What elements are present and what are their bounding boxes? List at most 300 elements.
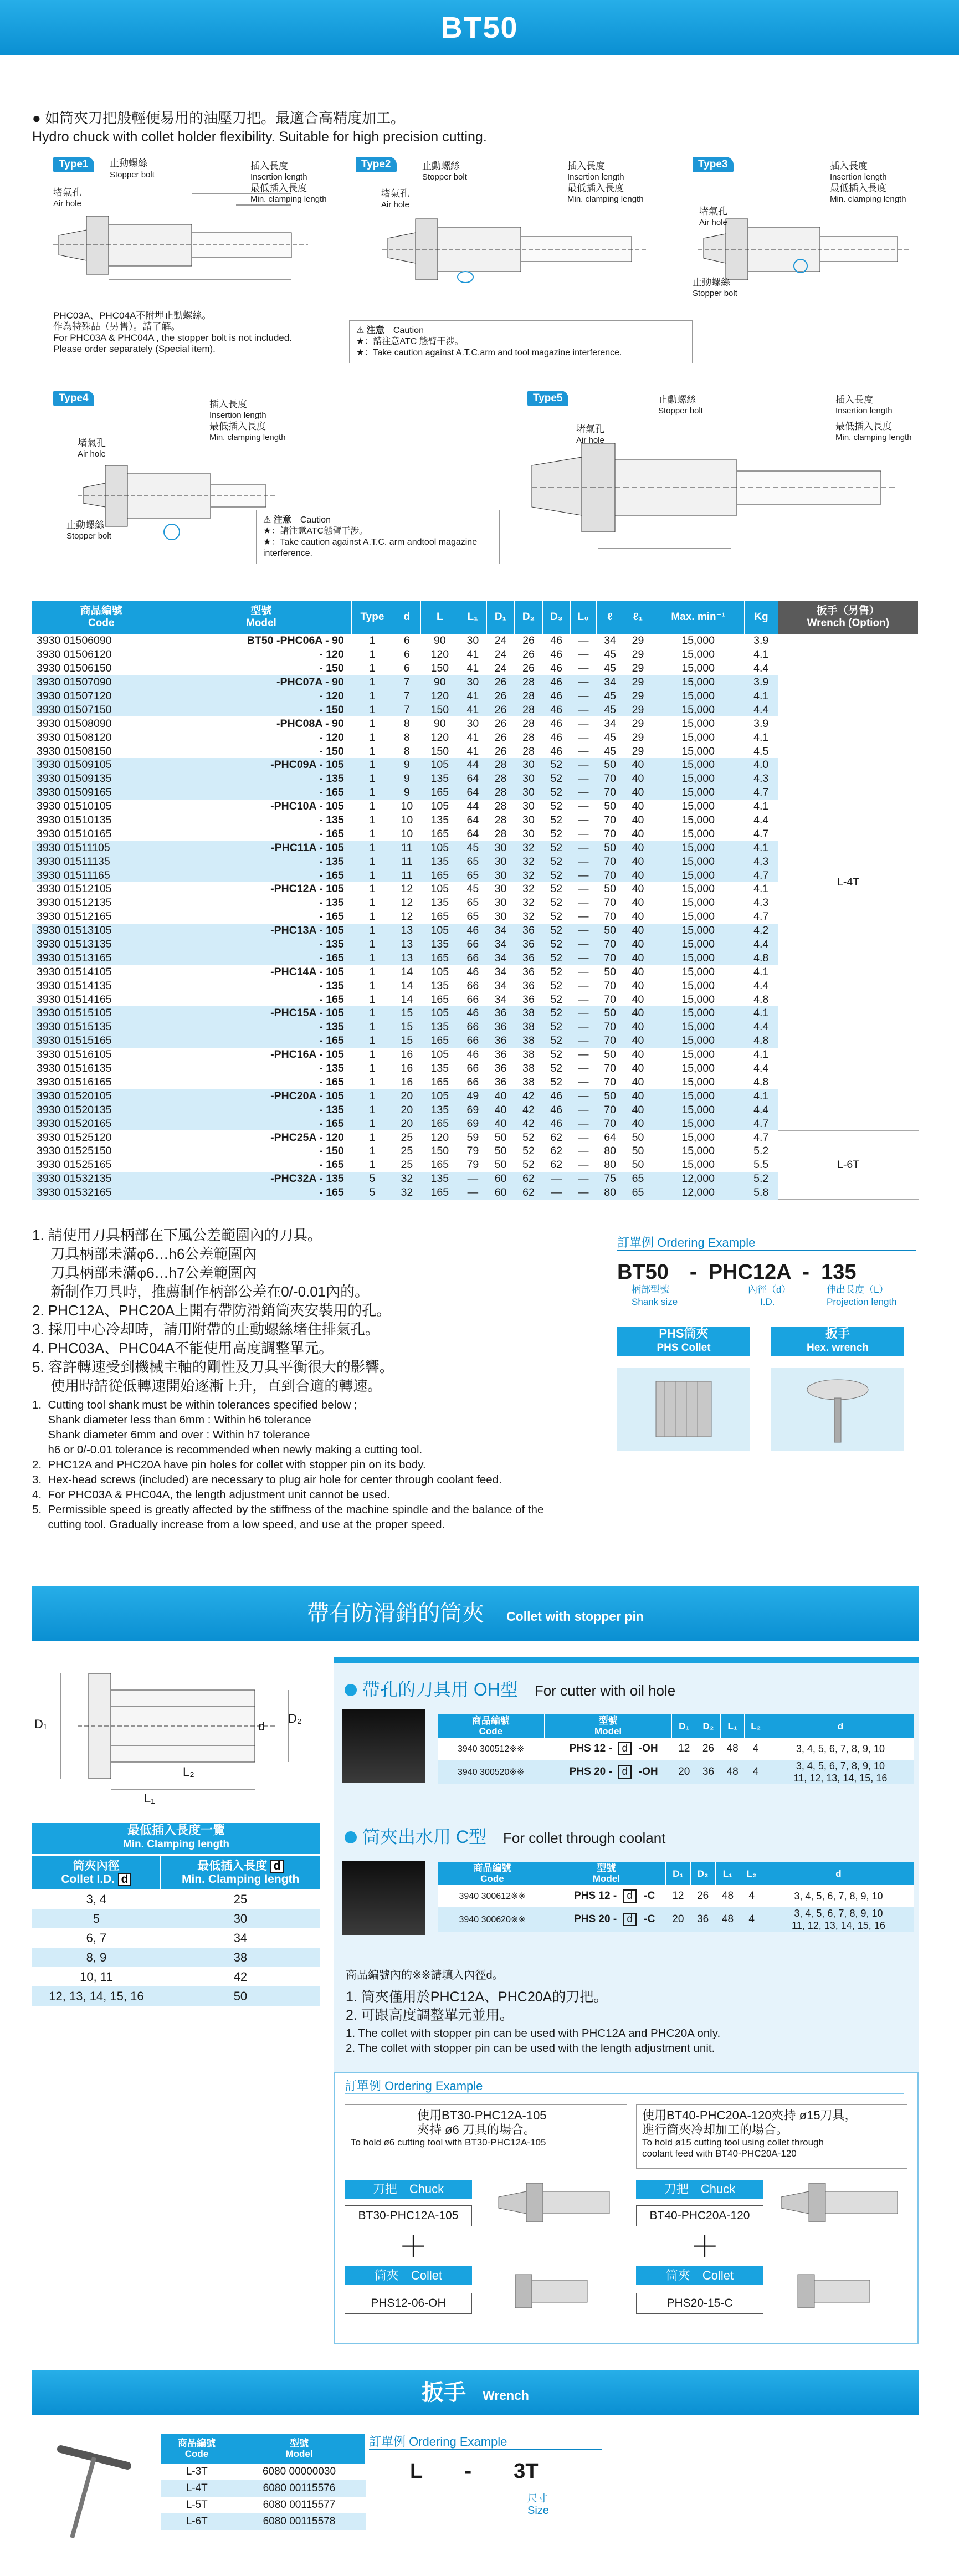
table-cell: 40: [624, 1076, 652, 1089]
wrench-table: 商品編號 Code 型號 Model L-3T 6080 00000030 L-4T 6080 00115576 L-5T 6080 00115577 L-6T 6080 00115578: [161, 2434, 366, 2530]
notes-cn: [32, 1226, 394, 1395]
t5-stopper-en: Stopper bolt: [658, 406, 703, 416]
table-cell: 30: [515, 800, 542, 813]
table-cell: 66: [459, 992, 486, 1006]
note-line: Shank diameter 6mm and over : Within h7 tolerance: [32, 1428, 310, 1441]
table-cell: 41: [459, 662, 486, 675]
table-cell: -OH: [637, 1738, 672, 1760]
table-cell: 16: [393, 1062, 420, 1076]
table-cell: 15,000: [652, 896, 745, 910]
t4-air-en: Air hole: [78, 449, 106, 459]
table-cell: 26: [486, 689, 514, 703]
wrench-order-rule: [369, 2449, 602, 2450]
table-cell: —: [570, 979, 596, 992]
table-cell: 15,000: [652, 841, 745, 854]
table-row: [438, 1907, 914, 1932]
table-cell: 5.2: [745, 1144, 778, 1158]
table-cell: 4.7: [745, 1130, 778, 1144]
table-cell: 4.4: [745, 703, 778, 716]
table-cell: 32: [515, 882, 542, 896]
note-line: 使用時請從低轉速開始逐漸上升，直到合適的轉速。: [32, 1377, 382, 1394]
code-note: 商品編號內的※※請填入內徑d。: [346, 1969, 504, 1981]
col-header: 商品編號 Code: [438, 1714, 544, 1738]
table-cell: 4.3: [745, 772, 778, 786]
table-cell: 165: [420, 1117, 459, 1130]
order-code: BT50 - PHC12A - 135: [617, 1261, 857, 1284]
table-cell: 38: [515, 1062, 542, 1076]
table-cell: 4.1: [745, 965, 778, 979]
table-cell: 1: [352, 730, 393, 744]
table-cell: 52: [542, 800, 570, 813]
table-cell: 1: [352, 1076, 393, 1089]
t4-stopper-en: Stopper bolt: [66, 531, 111, 541]
col-header: D₂: [696, 1714, 721, 1738]
table-cell: 1: [352, 703, 393, 716]
table-cell: 15,000: [652, 938, 745, 951]
t1-insertion-en: Insertion length: [250, 172, 307, 182]
col-header: L₂: [745, 1714, 767, 1738]
table-cell: 6080 00115578: [233, 2513, 366, 2530]
table-cell: 45: [596, 689, 624, 703]
note-line: Shank diameter less than 6mm : Within h6 tolerance: [32, 1414, 311, 1426]
table-cell: 20: [393, 1103, 420, 1117]
table-cell: 3930 01512135: [32, 896, 171, 910]
t1-insertion-cn: 插入長度: [250, 161, 288, 171]
table-cell: 45: [459, 882, 486, 896]
table-cell: 1: [352, 854, 393, 868]
table-cell: —: [542, 1172, 570, 1186]
table-cell: 28: [486, 758, 514, 772]
table-cell: 26: [486, 716, 514, 730]
table-cell: 1: [352, 662, 393, 675]
table-cell: 36: [486, 1020, 514, 1034]
table-cell: 50: [624, 1158, 652, 1172]
table-cell: 9: [393, 786, 420, 800]
table-cell: 34: [486, 979, 514, 992]
table-cell: 52: [542, 841, 570, 854]
table-cell: 1: [352, 1158, 393, 1172]
table-cell: 4.8: [745, 1076, 778, 1089]
table-cell: 36: [515, 992, 542, 1006]
table-cell: 36: [515, 979, 542, 992]
ex1-collet-label: 筒夾 Collet: [345, 2266, 472, 2285]
table-cell: 24: [486, 648, 514, 662]
table-cell: 36: [486, 1062, 514, 1076]
table-cell: 4.4: [745, 979, 778, 992]
table-cell: 80: [596, 1158, 624, 1172]
col-header: D₃: [542, 601, 570, 634]
table-cell: 40: [624, 1020, 652, 1034]
table-cell: 4.1: [745, 800, 778, 813]
table-cell: 1: [352, 1006, 393, 1020]
table-cell: —: [570, 896, 596, 910]
table-cell: 1: [352, 1089, 393, 1103]
table-cell: 1: [352, 1048, 393, 1062]
ex1-chuck-image: [499, 2178, 626, 2227]
d2-label: D₂: [288, 1712, 302, 1725]
table-row: [32, 1909, 320, 1928]
table-cell: 4.8: [745, 951, 778, 965]
page-title: BT50: [0, 0, 959, 55]
table-cell: —: [570, 854, 596, 868]
table-cell: 4.7: [745, 868, 778, 882]
table-cell: 28: [486, 800, 514, 813]
table-cell: 105: [420, 965, 459, 979]
table-cell: 80: [596, 1144, 624, 1158]
table-cell: 70: [596, 786, 624, 800]
table-cell: 70: [596, 951, 624, 965]
table-cell: 15,000: [652, 827, 745, 841]
table-cell: 3930 01507120: [32, 689, 171, 703]
table-cell: —: [570, 1158, 596, 1172]
table-cell: 40: [624, 910, 652, 924]
col-header: Type: [352, 601, 393, 634]
table-cell: 48: [715, 1907, 740, 1932]
table-cell: —: [570, 827, 596, 841]
table-cell: 29: [624, 689, 652, 703]
table-cell: 64: [459, 772, 486, 786]
t5-air-cn: 堵氣孔: [576, 424, 604, 434]
table-cell: 3930 01520165: [32, 1117, 171, 1130]
table-cell: 20: [393, 1089, 420, 1103]
table-cell: 36: [690, 1907, 715, 1932]
table-cell: 40: [624, 1062, 652, 1076]
table-cell: 26: [486, 675, 514, 689]
t1-air-en: Air hole: [53, 199, 81, 208]
table-cell: L-6T: [161, 2513, 233, 2530]
table-cell: 9: [393, 772, 420, 786]
table-cell: 62: [542, 1130, 570, 1144]
table-cell: 41: [459, 689, 486, 703]
table-cell: 70: [596, 1034, 624, 1048]
table-cell: 79: [459, 1158, 486, 1172]
table-cell: 60: [486, 1186, 514, 1200]
table-cell: 26: [515, 634, 542, 648]
table-cell: 48: [720, 1760, 745, 1784]
table-cell: 1: [352, 772, 393, 786]
table-cell: 105: [420, 924, 459, 938]
note-line: 2. PHC12A、PHC20A上開有帶防滑銷筒夾安裝用的孔。: [32, 1302, 391, 1319]
c-table: [438, 1862, 914, 1932]
note-line: 1. 請使用刀具柄部在下風公差範圍內的刀具。: [32, 1227, 322, 1243]
table-cell: 15: [393, 1020, 420, 1034]
table-cell: 52: [542, 786, 570, 800]
table-cell: 50: [624, 1130, 652, 1144]
table-cell: 4.4: [745, 938, 778, 951]
table-cell: 8, 9: [32, 1948, 161, 1967]
table-cell: - 150: [171, 744, 352, 758]
wrench-image: [771, 1368, 904, 1451]
table-cell: 28: [515, 689, 542, 703]
table-cell: 40: [624, 882, 652, 896]
table-cell: 50: [486, 1144, 514, 1158]
table-cell: 36: [696, 1760, 721, 1784]
ex2-collet-image: [792, 2266, 881, 2316]
t5-stopper-cn: 止動螺絲: [658, 395, 696, 405]
table-cell: 15,000: [652, 882, 745, 896]
spec-table: [32, 601, 919, 1200]
order2-rule: [345, 2093, 904, 2094]
table-cell: 26: [486, 703, 514, 716]
t3-insertion-cn: 插入長度: [830, 161, 868, 171]
table-cell: 3930 01525150: [32, 1144, 171, 1158]
table-cell: 46: [459, 1006, 486, 1020]
table-cell: —: [570, 800, 596, 813]
order2-title: 訂單例 Ordering Example: [345, 2079, 483, 2093]
table-cell: 52: [542, 924, 570, 938]
table-cell: -PHC16A - 105: [171, 1048, 352, 1062]
table-cell: 42: [515, 1117, 542, 1130]
table-cell: 4.1: [745, 1048, 778, 1062]
intro-cn: 如筒夾刀把般輕便易用的油壓刀把。最適合高精度加工。: [44, 110, 405, 126]
col-header: 型號 Model: [544, 1714, 672, 1738]
table-cell: 1: [352, 1117, 393, 1130]
table-cell: 52: [542, 992, 570, 1006]
panel-top-bar: [334, 1657, 919, 1663]
table-cell: 36: [486, 1006, 514, 1020]
table-cell: 28: [486, 786, 514, 800]
table-cell: 30: [486, 896, 514, 910]
table-cell: 15,000: [652, 1034, 745, 1048]
table-cell: 90: [420, 675, 459, 689]
table-cell: -PHC10A - 105: [171, 800, 352, 813]
d-label: d: [258, 1719, 265, 1733]
table-cell: 65: [459, 868, 486, 882]
table-cell: 1: [352, 992, 393, 1006]
phs-collet-label: PHS筒夾 PHS Collet: [617, 1327, 750, 1356]
notes-en: [32, 1397, 543, 1532]
t4-insertion-en: Insertion length: [209, 411, 266, 420]
ex2-chuck-value: BT40-PHC20A-120: [636, 2205, 763, 2226]
table-cell: 50: [596, 1089, 624, 1103]
table-cell: 46: [542, 662, 570, 675]
table-cell: 6080 00000030: [233, 2464, 366, 2480]
table-cell: 70: [596, 868, 624, 882]
l2-label: L₂: [183, 1765, 194, 1779]
col-header: 商品編號 Code: [32, 601, 171, 634]
table-cell: 1: [352, 841, 393, 854]
table-cell: 45: [596, 744, 624, 758]
table-cell: —: [570, 813, 596, 827]
table-cell: 1: [352, 1144, 393, 1158]
l1-label: L₁: [144, 1791, 155, 1805]
table-cell: -PHC15A - 105: [171, 1006, 352, 1020]
table-cell: 5: [32, 1909, 161, 1928]
table-cell: 30: [486, 882, 514, 896]
table-cell: 40: [486, 1089, 514, 1103]
table-cell: -PHC14A - 105: [171, 965, 352, 979]
intro: [32, 109, 487, 146]
table-cell: 69: [459, 1117, 486, 1130]
table-cell: 40: [486, 1117, 514, 1130]
table-row: [161, 2513, 366, 2530]
col-header: Kg: [745, 601, 778, 634]
size-cn: 尺寸: [527, 2493, 547, 2504]
table-cell: - 150: [171, 662, 352, 675]
table-cell: 40: [624, 924, 652, 938]
table-cell: 15,000: [652, 992, 745, 1006]
table-cell: 15,000: [652, 634, 745, 648]
table-cell: 45: [596, 730, 624, 744]
table-cell: 165: [420, 951, 459, 965]
table-cell: 165: [420, 910, 459, 924]
table-cell: -PHC07A - 90: [171, 675, 352, 689]
table-cell: 165: [420, 868, 459, 882]
table-cell: 70: [596, 910, 624, 924]
type1-note: PHC03A、PHC04A不附埋止動螺絲。 作為特殊品（另售）。請了解。 For PHC03A & PHC04A , the stopper bolt is not included. Please order separately (Special item).: [53, 310, 292, 354]
table-cell: 34: [596, 675, 624, 689]
table-cell: 4: [745, 1760, 767, 1784]
table-row: [32, 1928, 320, 1948]
table-cell: - 135: [171, 938, 352, 951]
table-cell: 1: [352, 1034, 393, 1048]
table-cell: 70: [596, 938, 624, 951]
table-cell: 15,000: [652, 868, 745, 882]
table-cell: 50: [596, 800, 624, 813]
table-cell: 66: [459, 1020, 486, 1034]
ex1-chuck-value: BT30-PHC12A-105: [345, 2205, 472, 2226]
table-cell: 29: [624, 662, 652, 675]
proj-cn: 伸出長度（L）: [827, 1284, 889, 1295]
table-cell: 40: [624, 758, 652, 772]
table-cell: 40: [624, 1089, 652, 1103]
table-cell: -PHC08A - 90: [171, 716, 352, 730]
table-cell: 10: [393, 827, 420, 841]
table-cell: 4.7: [745, 786, 778, 800]
table-cell: 1: [352, 896, 393, 910]
table-cell: - 165: [171, 1034, 352, 1048]
table-cell: 15,000: [652, 1048, 745, 1062]
table-cell: 7: [393, 703, 420, 716]
table-cell: —: [570, 675, 596, 689]
plus-icon-2: ＋: [690, 2231, 720, 2263]
col-header: d: [763, 1862, 914, 1885]
table-cell: 52: [542, 854, 570, 868]
type3-tag: Type3: [693, 157, 734, 172]
table-cell: 3, 4, 5, 6, 7, 8, 9, 10 11, 12, 13, 14, 15, 16: [767, 1760, 914, 1784]
col-header: 商品編號 Code: [438, 1862, 547, 1885]
t3-stopper-en: Stopper bolt: [693, 289, 737, 298]
col-header: D₂: [515, 601, 542, 634]
table-cell: 15,000: [652, 716, 745, 730]
table-cell: 3930 01520135: [32, 1103, 171, 1117]
table-cell: 3930 01512165: [32, 910, 171, 924]
table-cell: PHS 20 -: [544, 1760, 613, 1784]
table-cell: 165: [420, 1158, 459, 1172]
table-cell: 32: [515, 854, 542, 868]
order-rule: [617, 1250, 916, 1251]
table-cell: 36: [486, 1076, 514, 1089]
table-cell: 40: [624, 1034, 652, 1048]
table-cell: 3930 01509105: [32, 758, 171, 772]
table-cell: 42: [515, 1103, 542, 1117]
note-line: 3. 採用中心冷却時，請用附帶的止動螺絲堵住排氣孔。: [32, 1321, 380, 1338]
table-cell: 52: [542, 1034, 570, 1048]
table-cell: 50: [596, 758, 624, 772]
table-cell: 40: [624, 1006, 652, 1020]
table-cell: 14: [393, 965, 420, 979]
table-cell: 70: [596, 1117, 624, 1130]
table-cell: 4.1: [745, 882, 778, 896]
table-cell: 38: [515, 1048, 542, 1062]
table-cell: 3930 01514105: [32, 965, 171, 979]
table-row: [438, 1760, 914, 1784]
table-cell: 12: [393, 910, 420, 924]
table-cell: 62: [515, 1186, 542, 1200]
table-cell: 26: [690, 1885, 715, 1907]
note-line: 刀具柄部未滿φ6…h7公差範圍內: [32, 1264, 257, 1281]
ex1-collet-image: [510, 2266, 598, 2316]
table-cell: 15,000: [652, 1062, 745, 1076]
table-cell: - 120: [171, 689, 352, 703]
table-cell: —: [570, 1006, 596, 1020]
caution-box-2: ⚠ 注意 Caution ★：請注意ATC態臂干涉。 ★：Take caution against A.T.C. arm andtool magazine interference.: [256, 510, 500, 564]
col-header: L₁: [459, 601, 486, 634]
table-cell: 38: [515, 1020, 542, 1034]
table-cell: - 165: [171, 1076, 352, 1089]
c-type-title: 筒夾出水用 C型 For collet through coolant: [345, 1823, 665, 1848]
table-cell: 3930 01506090: [32, 634, 171, 648]
oh-type-title: 帶孔的刀具用 OH型 For cutter with oil hole: [345, 1676, 675, 1701]
table-cell: 40: [624, 896, 652, 910]
table-row: [32, 1130, 919, 1144]
collet-image: [617, 1368, 750, 1451]
wrench-order-title: 訂單例 Ordering Example: [369, 2435, 507, 2449]
table-cell: 3, 4, 5, 6, 7, 8, 9, 10: [767, 1738, 914, 1760]
table-cell: 75: [596, 1172, 624, 1186]
table-cell: 36: [515, 938, 542, 951]
table-cell: 28: [515, 744, 542, 758]
t-wrench-image: [39, 2432, 150, 2543]
t1-stopper-cn: 止動螺絲: [110, 158, 147, 168]
table-cell: 5: [352, 1172, 393, 1186]
table-cell: 90: [420, 634, 459, 648]
table-cell: 52: [542, 813, 570, 827]
table-cell: 29: [624, 703, 652, 716]
table-cell: 135: [420, 1020, 459, 1034]
table-cell: 46: [459, 965, 486, 979]
table-cell: 3930 01507090: [32, 675, 171, 689]
table-cell: 50: [596, 965, 624, 979]
table-cell: PHS 12 -: [544, 1738, 613, 1760]
wrench-order-code: L - 3T: [410, 2460, 539, 2483]
table-cell: 41: [459, 648, 486, 662]
table-cell: 40: [624, 951, 652, 965]
table-cell: 12: [393, 896, 420, 910]
table-cell: 15,000: [652, 730, 745, 744]
table-cell: 34: [486, 992, 514, 1006]
table-cell: 1: [352, 786, 393, 800]
table-cell: 4: [745, 1738, 767, 1760]
table-cell: 28: [515, 716, 542, 730]
table-cell: 135: [420, 938, 459, 951]
size-en: Size: [527, 2505, 549, 2517]
table-cell: 70: [596, 992, 624, 1006]
table-cell: 3930 01510165: [32, 827, 171, 841]
table-row: [32, 1986, 320, 2006]
table-cell: 25: [393, 1130, 420, 1144]
col-header: 型號 Model: [171, 601, 352, 634]
table-cell: 30: [515, 772, 542, 786]
bullet-icon: ●: [32, 110, 41, 126]
table-cell: 1: [352, 979, 393, 992]
table-cell: 29: [624, 634, 652, 648]
table-cell: 40: [624, 813, 652, 827]
t2-insertion-en: Insertion length: [567, 172, 624, 182]
clamp-table: 筒夾內徑 Collet I.D. d 最低插入長度 d Min. Clamping length 3, 4 25 5 30 6, 7 34 8, 9 38 10, 11 42 12, 13, 14, 15, 16 50: [32, 1856, 320, 2006]
table-cell: 50: [486, 1158, 514, 1172]
table-cell: 4: [740, 1885, 763, 1907]
